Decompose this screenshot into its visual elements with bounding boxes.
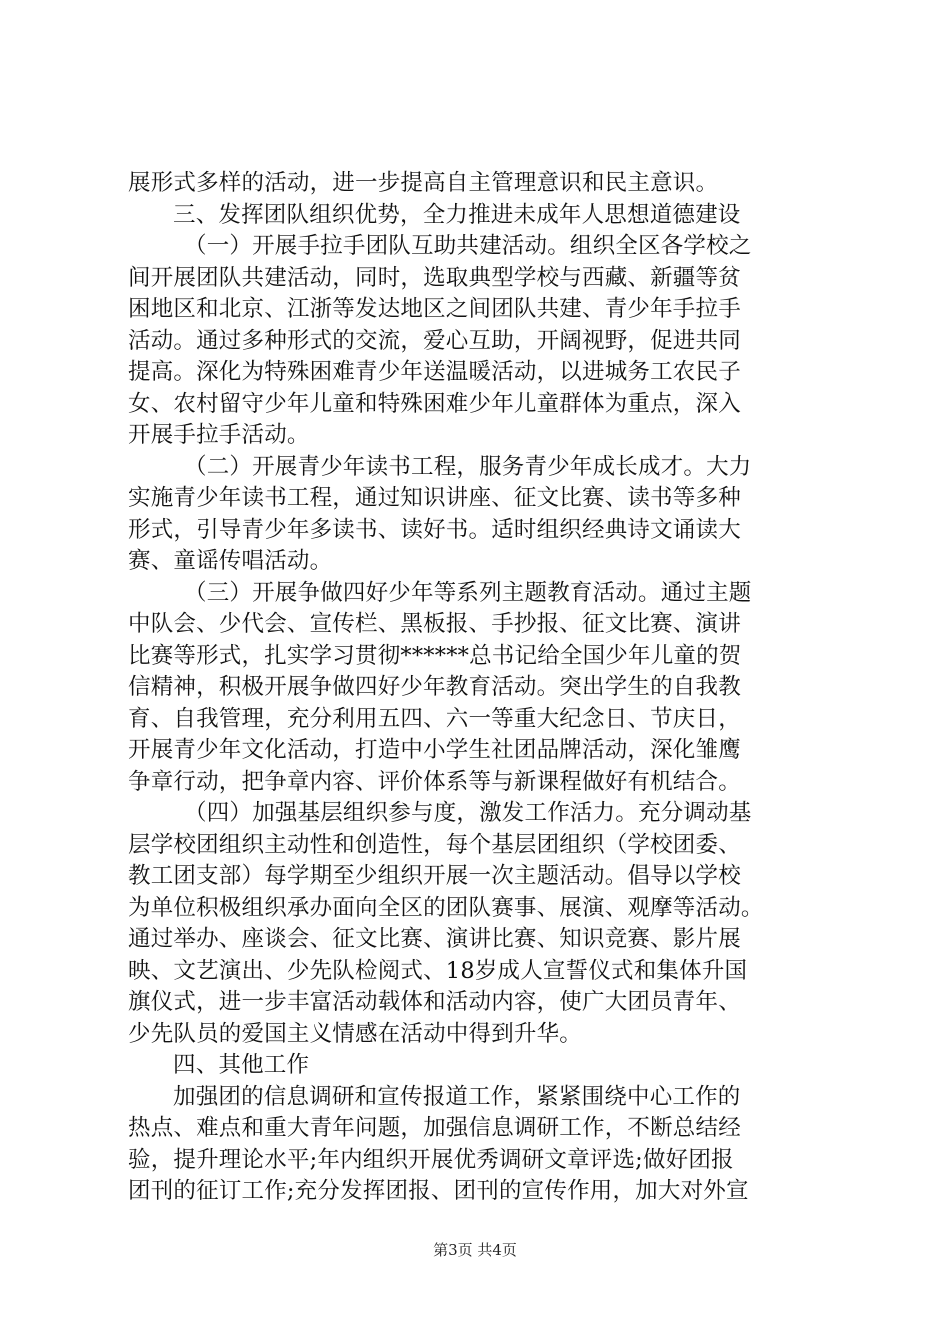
text-line: 验，提升理论水平;年内组织开展优秀调研文章评选;做好团报 xyxy=(128,1146,734,1173)
text-line: 热点、难点和重大青年问题，加强信息调研工作，不断总结经 xyxy=(128,1115,741,1141)
text-line: 展形式多样的活动，进一步提高自主管理意识和民主意识。 xyxy=(128,170,719,196)
text-line: 争章行动，把争章内容、评价体系等与新课程做好有机结合。 xyxy=(128,768,741,795)
text-line: 女、农村留守少年儿童和特殊困难少年儿童群体为重点，深入 xyxy=(128,390,741,417)
text-line: 层学校团组织主动性和创造性，每个基层团组织（学校团委、 xyxy=(128,831,741,858)
text-line: 三、发挥团队组织优势，全力推进未成年人思想道德建设 xyxy=(173,201,741,228)
text-line: 团刊的征订工作;充分发挥团报、团刊的宣传作用，加大对外宣 xyxy=(128,1178,749,1204)
text-line: 实施青少年读书工程，通过知识讲座、征文比赛、读书等多种 xyxy=(128,485,741,511)
text-line: 为单位积极组织承办面向全区的团队赛事、展演、观摩等活动。 xyxy=(128,894,764,921)
text-line: 比赛等形式，扎实学习贯彻******总书记给全国少年儿童的贺 xyxy=(128,642,742,669)
text-line: 提高。深化为特殊困难青少年送温暖活动，以进城务工农民子 xyxy=(128,359,741,385)
document-body xyxy=(128,168,844,1208)
text-line: 困地区和北京、江浙等发达地区之间团队共建、青少年手拉手 xyxy=(128,296,741,322)
text-line: 四、其他工作 xyxy=(173,1052,310,1078)
text-line: 旗仪式，进一步丰富活动载体和活动内容，使广大团员青年、 xyxy=(128,989,741,1015)
text-line: 信精神，积极开展争做四好少年教育活动。突出学生的自我教 xyxy=(128,674,741,700)
text-line: 活动。通过多种形式的交流，爱心互助，开阔视野，促进共同 xyxy=(128,327,741,354)
text-line: 中队会、少代会、宣传栏、黑板报、手抄报、征文比赛、演讲 xyxy=(128,611,741,637)
text-line: 形式，引导青少年多读书、读好书。适时组织经典诗文诵读大 xyxy=(128,516,741,543)
text-line: 开展青少年文化活动，打造中小学生社团品牌活动，深化雏鹰 xyxy=(128,737,741,763)
text-line: 映、文艺演出、少先队检阅式、18岁成人宣誓仪式和集体升国 xyxy=(128,957,748,984)
page-footer: 第3页 共4页 xyxy=(433,1241,517,1259)
text-line: 间开展团队共建活动，同时，选取典型学校与西藏、新疆等贫 xyxy=(128,264,741,291)
text-line: （一）开展手拉手团队互助共建活动。组织全区各学校之 xyxy=(184,233,752,259)
text-line: 开展手拉手活动。 xyxy=(128,422,310,448)
text-line: 加强团的信息调研和宣传报道工作，紧紧围绕中心工作的 xyxy=(173,1083,741,1110)
text-line: （三）开展争做四好少年等系列主题教育活动。通过主题 xyxy=(184,579,752,606)
text-line: 赛、童谣传唱活动。 xyxy=(128,548,333,574)
text-line: 教工团支部）每学期至少组织开展一次主题活动。倡导以学校 xyxy=(128,863,741,889)
text-line: 通过举办、座谈会、征文比赛、演讲比赛、知识竞赛、影片展 xyxy=(128,926,741,952)
text-line: 育、自我管理，充分利用五四、六一等重大纪念日、节庆日， xyxy=(128,705,741,732)
text-line: （四）加强基层组织参与度，激发工作活力。充分调动基 xyxy=(184,800,752,826)
text-line: （二）开展青少年读书工程，服务青少年成长成才。大力 xyxy=(184,453,752,480)
text-line: 少先队员的爱国主义情感在活动中得到升华。 xyxy=(128,1020,583,1047)
